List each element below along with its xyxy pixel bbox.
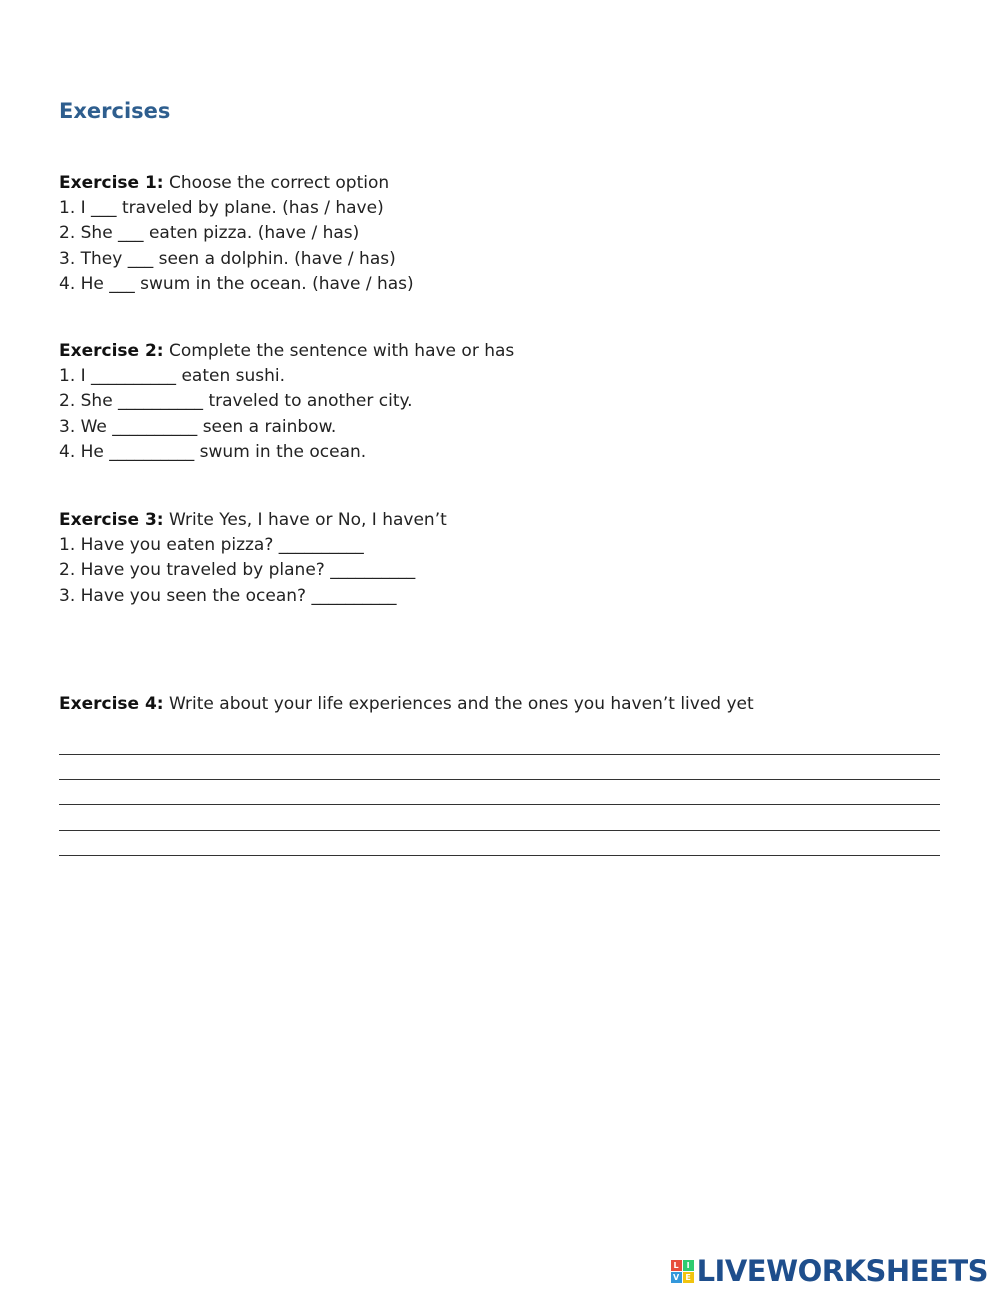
logo-badge-letter: L xyxy=(671,1260,682,1271)
exercise-item: 4. He ___ swum in the ocean. (have / has) xyxy=(59,273,414,294)
liveworksheets-logo xyxy=(671,1254,988,1288)
logo-badge-letter: E xyxy=(683,1272,694,1283)
exercise-instruction: Write Yes, I have or No, I haven’t xyxy=(169,510,447,530)
exercise-3 xyxy=(59,508,447,609)
exercise-label: Exercise 1: xyxy=(59,173,164,193)
writing-area[interactable] xyxy=(59,754,940,880)
exercise-label: Exercise 2: xyxy=(59,341,164,361)
exercise-1-title xyxy=(59,171,414,196)
exercise-4 xyxy=(59,692,754,717)
exercise-item: 2. She __________ traveled to another city. xyxy=(59,391,413,412)
exercise-item: 2. Have you traveled by plane? __________ xyxy=(59,560,416,581)
logo-text: LIVEWORKSHEETS xyxy=(696,1254,988,1288)
page-title: Exercises xyxy=(59,99,171,123)
exercise-item: 1. I __________ eaten sushi. xyxy=(59,366,286,387)
exercise-1 xyxy=(59,171,414,297)
exercise-item: 1. Have you eaten pizza? __________ xyxy=(59,535,364,556)
exercise-2-title xyxy=(59,339,514,364)
writing-line[interactable] xyxy=(59,804,940,805)
exercise-item: 3. They ___ seen a dolphin. (have / has) xyxy=(59,248,396,269)
exercise-item: 2. She ___ eaten pizza. (have / has) xyxy=(59,223,360,244)
exercise-label: Exercise 3: xyxy=(59,510,164,530)
exercise-4-title xyxy=(59,692,754,717)
exercise-instruction: Write about your life experiences and the ones you haven’t lived yet xyxy=(169,694,754,714)
logo-badge-icon xyxy=(671,1260,694,1283)
logo-badge-letter: I xyxy=(683,1260,694,1271)
exercise-item: 4. He __________ swum in the ocean. xyxy=(59,441,367,462)
writing-line[interactable] xyxy=(59,855,940,856)
exercise-instruction: Choose the correct option xyxy=(169,173,390,193)
exercise-item: 1. I ___ traveled by plane. (has / have) xyxy=(59,198,384,219)
exercise-3-title xyxy=(59,508,447,533)
exercise-2 xyxy=(59,339,514,465)
exercise-item: 3. Have you seen the ocean? __________ xyxy=(59,585,397,606)
writing-line[interactable] xyxy=(59,779,940,780)
exercise-instruction: Complete the sentence with have or has xyxy=(169,341,515,361)
exercise-item: 3. We __________ seen a rainbow. xyxy=(59,416,337,437)
logo-badge-letter: V xyxy=(671,1272,682,1283)
exercise-label: Exercise 4: xyxy=(59,694,164,714)
writing-line[interactable] xyxy=(59,830,940,831)
writing-line[interactable] xyxy=(59,754,940,755)
